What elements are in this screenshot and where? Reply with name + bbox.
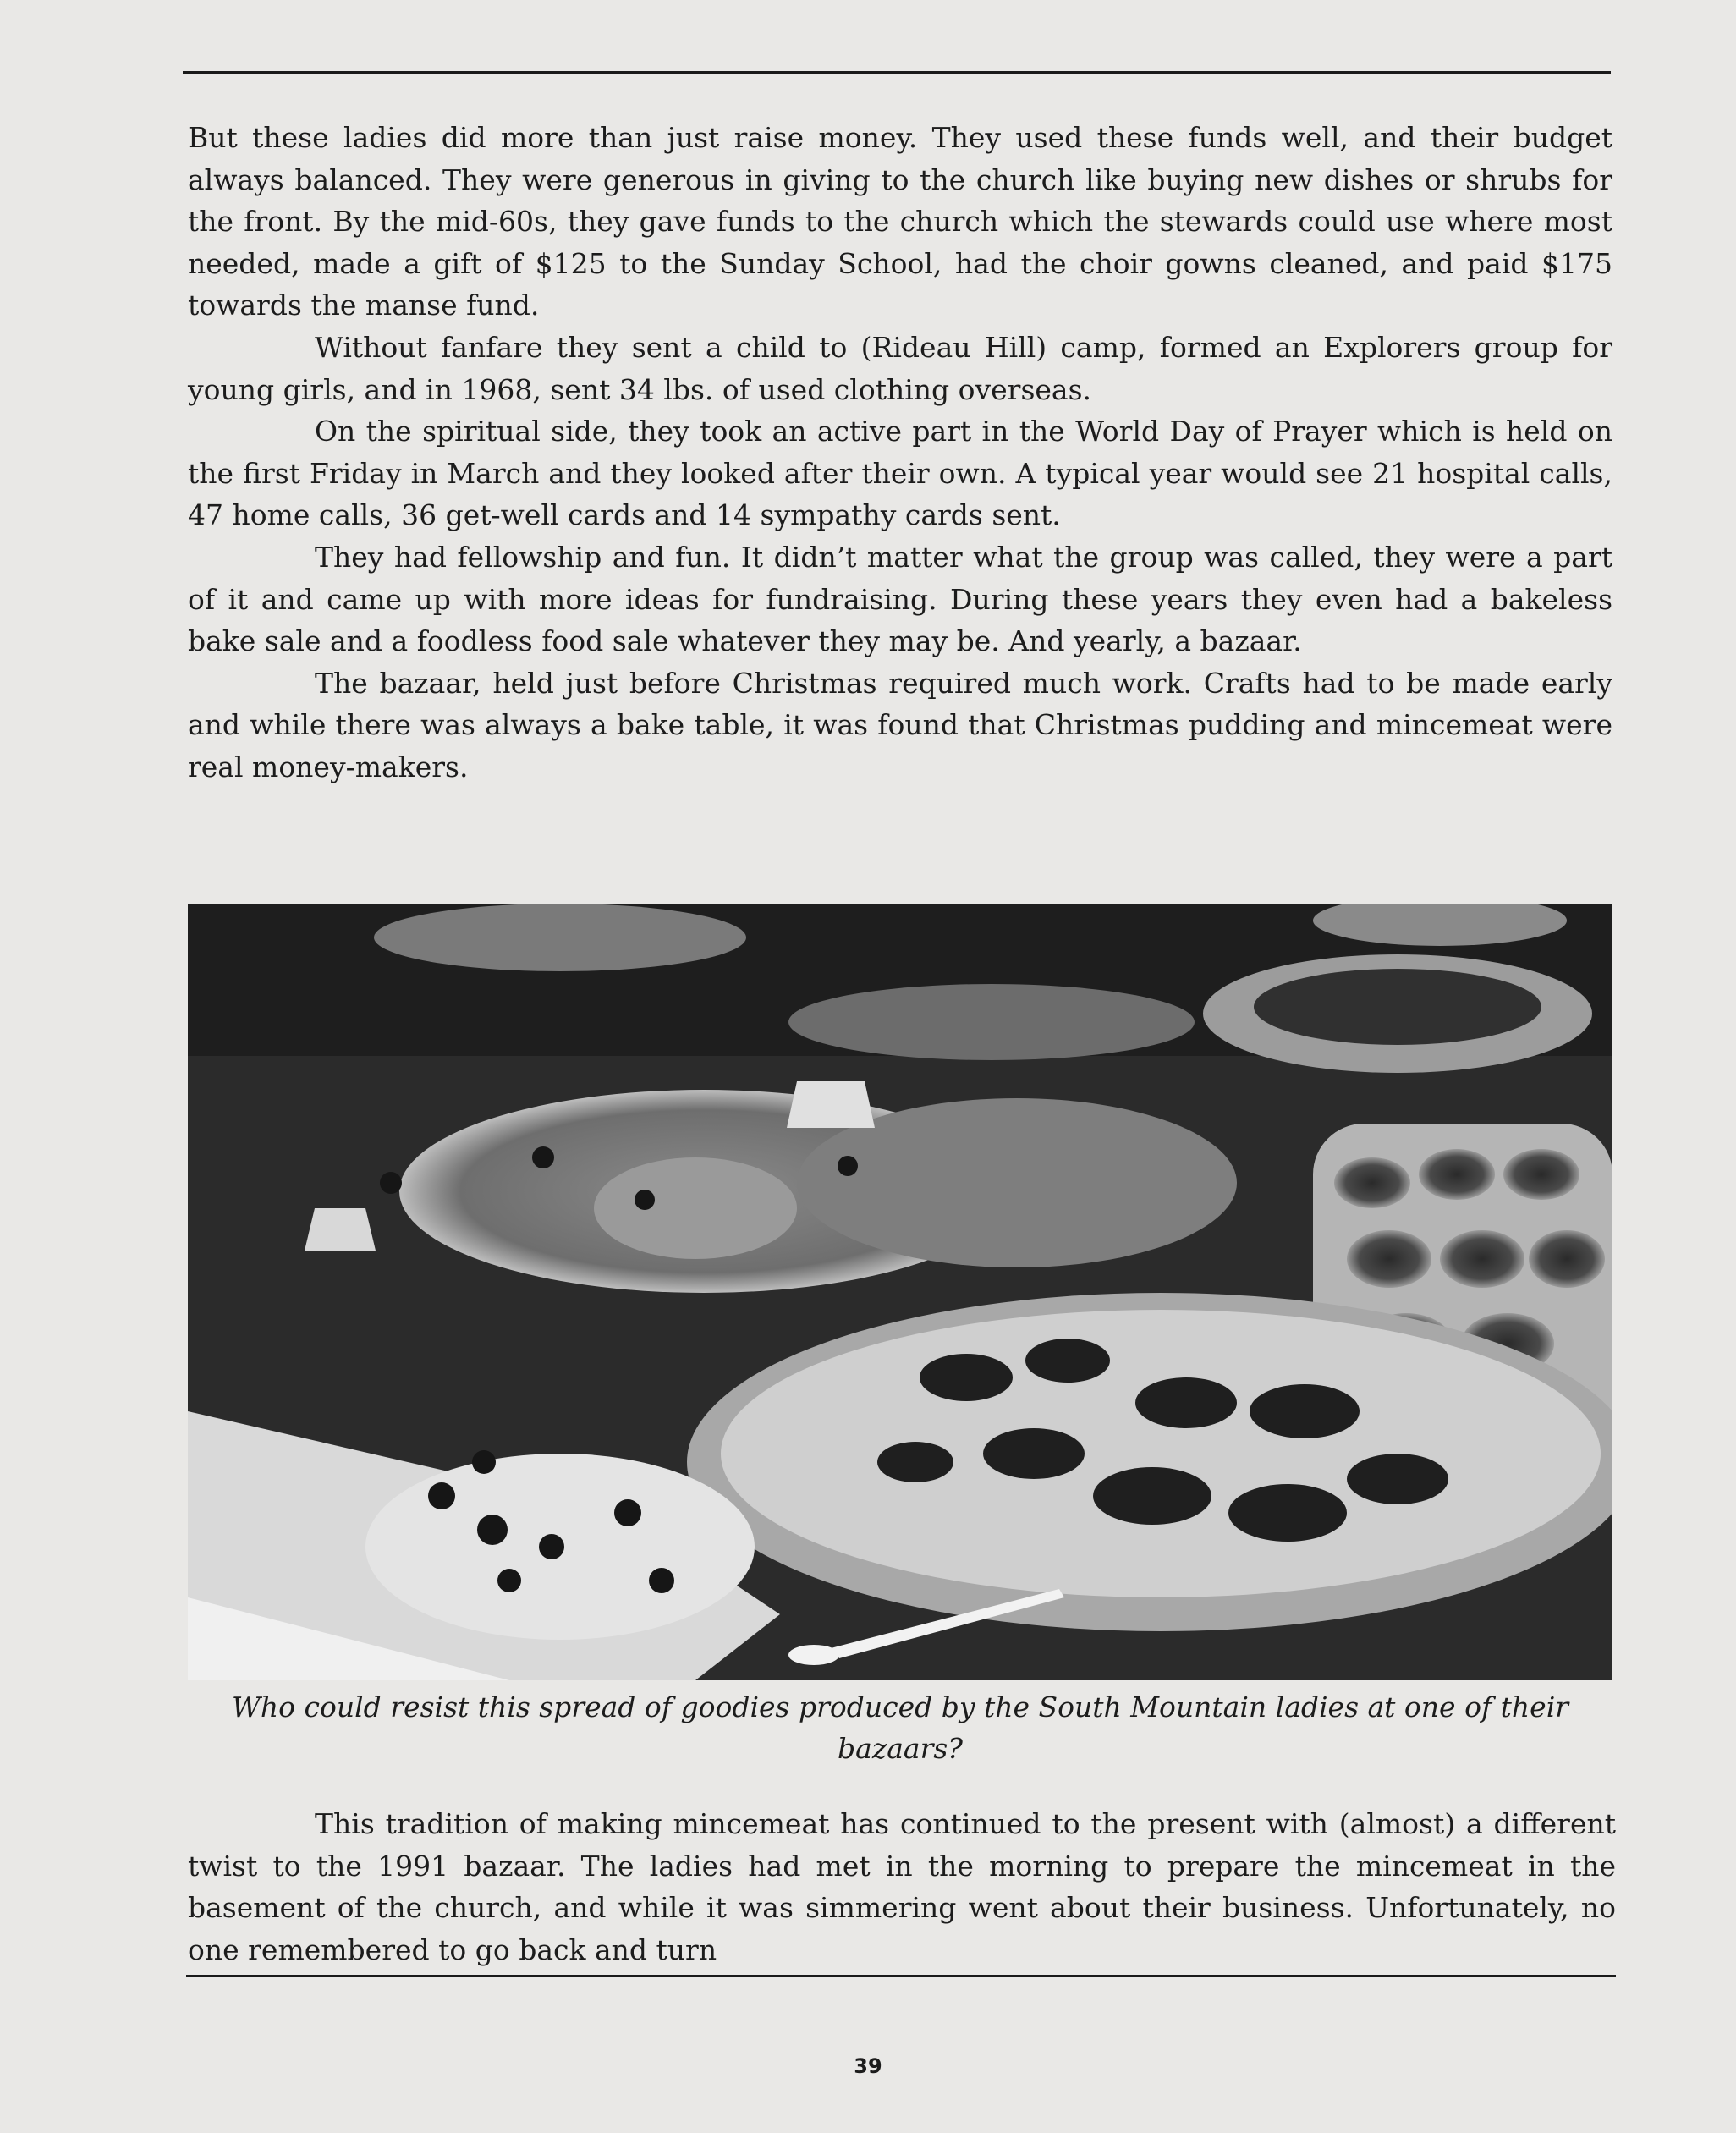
paragraph: On the spiritual side, they took an active part in the World Day of Prayer which is held on the first Friday in March and they looked after their own. A typical year would see 21 hospital calls, 47 home calls, 36 get-well cards and 14 sympathy cards sent. — [188, 415, 1612, 532]
paragraph: They had fellowship and fun. It didn’t matter what the group was called, they were a part of it and came up with more ideas for fundraising. During these years they even had a bakeless bake sale and a foodless food sale whatever they may be. And yearly, a bazaar. — [188, 540, 1612, 658]
top-rule — [183, 71, 1611, 74]
paragraph: But these ladies did more than just raise money. They used these funds well, and their budget always balanced. They were generous in giving to the church like buying new dishes or shrubs for the front. By the mid-60s, they gave funds to the church which the stewards could use where most needed, made a gift of $125 to the Sunday School, had the choir gowns cleaned, and paid $175 towards the manse fund. — [188, 121, 1612, 322]
photo-caption: Who could resist this spread of goodies produced by the South Mountain ladies at one of their bazaars? — [231, 1690, 1569, 1765]
page-number: 39 — [854, 2054, 882, 2078]
body-text-top — [188, 117, 1612, 789]
paragraph: This tradition of making mincemeat has continued to the present with (almost) a different twist to the 1991 bazaar. The ladies had met in the morning to prepare the mincemeat in the basement of the church, and while it was simmering went about their business. Unfortunately, no one remembered to go back and turn — [188, 1807, 1616, 1966]
bottom-rule — [186, 1975, 1616, 1977]
paragraph: Without fanfare they sent a child to (Rideau Hill) camp, formed an Explorers group for young girls, and in 1968, sent 34 lbs. of used clothing overseas. — [188, 330, 1612, 406]
body-text-bottom — [188, 1803, 1616, 1971]
bazaar-photo — [188, 904, 1612, 1680]
paragraph: The bazaar, held just before Christmas required much work. Crafts had to be made early and while there was always a bake table, it was found that Christmas pudding and mincemeat were real money-makers. — [188, 666, 1612, 783]
